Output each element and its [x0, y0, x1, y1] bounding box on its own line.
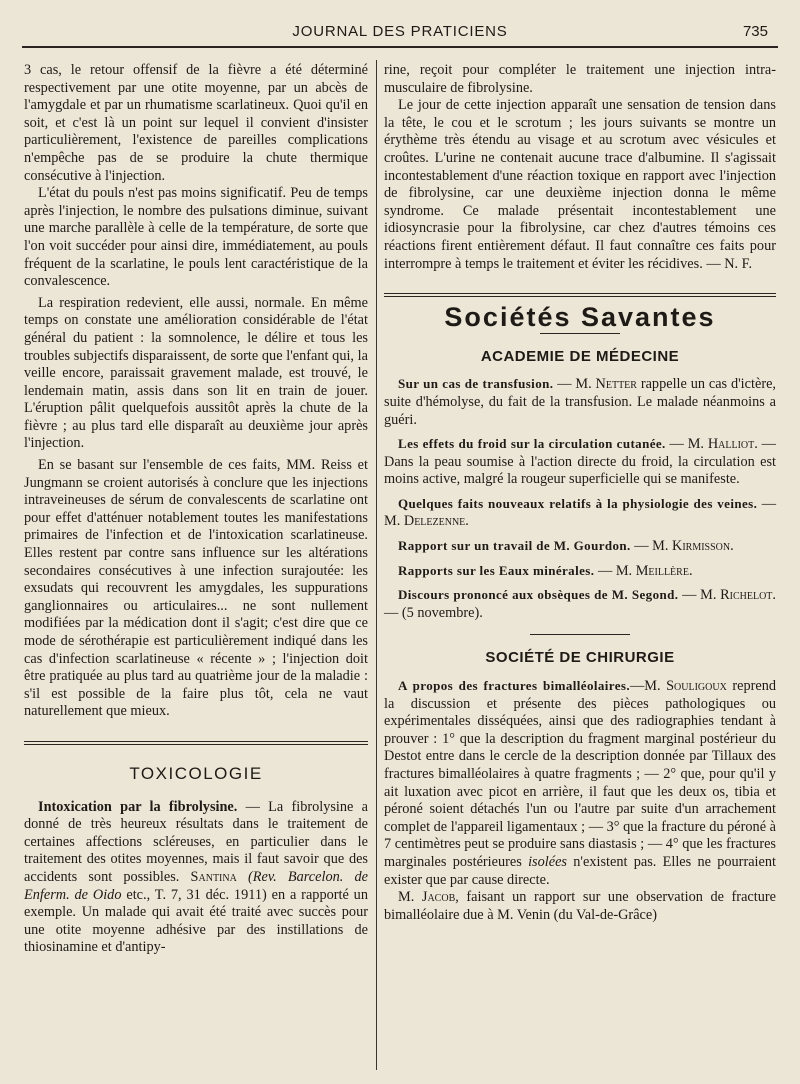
entry-date: . — (5 novembre).	[384, 587, 776, 621]
article-text: — La fibrolysine a donné de très heureux résultats dans le traitement de certaines affections scléreuses, en particulier dans le traitement des otites moyennes, mais il faut savoir que des accidents sont possibles.	[24, 798, 368, 885]
section-title-toxicologie: TOXICOLOGIE	[129, 763, 263, 783]
article-title: Intoxication par la fibrolysine.	[38, 798, 238, 815]
entry-text: rappelle un cas d'ictère, suite d'hémolyse, du fait de la transfusion. Le malade néanmoins a guéri.	[384, 376, 776, 428]
author-name: Richelot	[720, 587, 773, 604]
entry-text: n'existent pas. Elles ne pourraient exister que par cause directe.	[384, 853, 776, 888]
entry-text: . — Dans la peau soumise à l'action directe du froid, la circulation est moins active, malgré la rougeur superficielle qui se manifeste.	[384, 436, 776, 488]
author-name: Meillère	[635, 562, 689, 579]
entry-dash: — M.	[553, 376, 596, 393]
entry-italic: isolées	[528, 853, 567, 870]
entry-title: Les effets du froid sur la circulation cutanée.	[398, 436, 666, 452]
academie-entry	[384, 586, 776, 622]
chirurgie-entry	[384, 889, 776, 924]
page-header	[22, 18, 778, 48]
entry-title: Quelques faits nouveaux relatifs à la physiologie des veines.	[398, 495, 758, 511]
paragraph: Le jour de cette injection apparaît une sensation de tension dans la tête, le cou et le scrotum ; les jours suivants se montre un érythème très étendu au visage et au scrotum avec vésicules et croûtes. L'urine ne contenait aucune trace d'albumine. Il s'agissait incontestablement d'une réaction toxique en rapport avec l'injection de fibrolysine, car une deuxième injection donna le même syndrome. Ce malade présentait incontestablement une idiosyncrasie pour la fibrolysine, car chez d'autres témoins ces réactions firent entièrement défaut. Il faut connaître ces faits pour interrompre à temps le traitement et éviter les récidives. — N. F.	[384, 97, 776, 272]
heading-academie: ACADEMIE DE MÉDECINE	[480, 347, 680, 365]
paragraph: La respiration redevient, elle aussi, normale. En même temps on constate une amélioration considérable de l'état général du patient : la somnolence, le délire et tous les troubles subjectifs disparaissent, de sorte que l'enfant qui, la veille encore, paraissait gravement malade, est trouvé, le lendemain matin, assis dans son lit en train de jouer. L'éruption pâlit quelquefois aussitôt après la chute de la fièvre ; au plus tard elle disparaît au deuxième jour après l'injection.	[24, 294, 368, 452]
section-rule	[24, 741, 368, 745]
citation: (Rev. Barcelon. de Enferm. de Oido	[24, 868, 369, 903]
author-name: Kirmisson	[672, 538, 731, 555]
author-name: Delezenne	[403, 513, 466, 530]
page-number: 735	[742, 23, 768, 40]
toxicology-article	[24, 799, 368, 957]
entry-end: .	[688, 562, 693, 579]
left-column	[24, 62, 368, 957]
academie-entry	[384, 375, 776, 429]
paragraph: 3 cas, le retour offensif de la fièvre a été déterminé respectivement par une otite moyenne, par un abcès de l'amygdale et par un rhumatisme scarlatineux. Quoi qu'il en soit, et c'est là un point sur lequel il convient d'insister particulièrement, l'existence de pareilles complications n'empêche pas de se produire la chute thermique consécutive à l'injection.	[24, 62, 368, 184]
paragraph: L'état du pouls n'est pas moins significatif. Peu de temps après l'injection, le nombre des pulsations diminue, suivant une marche parallèle à celle de la température, de sorte que l'on voit succéder pour ainsi dire, immédiatement, au pouls fréquent de la scarlatine, le pouls lent caractéristique de la convalescence.	[24, 185, 368, 290]
paragraph: En se basant sur l'ensemble de ces faits, MM. Reiss et Jungmann se croient autorisés à conclure que les injections intraveineuses de sérum de convalescents de scarlatine ont pour effet d'atténuer notablement toutes les manifestations primaires de l'infection et de l'intoxication scarlatineuse. Elles restent par contre sans influence sur les altérations secondaires consécutives à une infection surajoutée: les exsudats qui recouvrent les amygdales, les suppurations ganglionnaires ou articulaires... ne sont nullement modifiées par la médication dont il s'agit; c'est dire que ce mode de sérothérapie est particulièrement indiqué dans les cas d'infection scarlatineuse « récente » ; l'injection doit être pratiquée au plus tard au quatrième jour de la maladie : s'il est possible de la faire plus tôt, cela ne vaut naturellement que mieux.	[24, 457, 368, 720]
entry-dash: — M.	[665, 436, 708, 453]
section-rule	[384, 293, 776, 297]
entry-title: A propos des fractures bimalléolaires.	[398, 678, 630, 694]
entry-dash: — M.	[384, 495, 777, 530]
entry-title: Rapport sur un travail de M. Gourdon.	[398, 538, 631, 554]
entry-dash: — M.	[630, 538, 673, 555]
author-name: Souligoux	[666, 678, 727, 695]
author-name: Santina	[190, 868, 237, 885]
entry-end: .	[730, 538, 734, 555]
entry-dash: —M.	[630, 678, 667, 695]
right-column	[384, 62, 776, 924]
entry-title: Discours prononcé aux obsèques de M. Segond.	[398, 587, 679, 603]
chirurgie-entry	[384, 677, 776, 889]
entry-text: , faisant un rapport sur une observation de fracture bimalléolaire due à M. Venin (du Val-de-Grâce)	[384, 889, 776, 923]
author-name: Netter	[595, 376, 637, 393]
heading-separator	[530, 634, 630, 635]
entry-text: reprend la discussion et présente des pièces pathologiques ou expérimentales disséquées, ainsi que des radiographies tendant à prouver : 1° que la description du fragment marginal postérieur du Destot entre dans le cercle de la description donnée par Tillaux des fractures bimalléolaires à quatre fragments ; — 2° que, pour qu'il y ait luxation avec picot en arrière, il faut que les deux os, tibia et péroné soient détachés l'un ou l'autre par suite d'un arrachement complet de l'appareil ligamentaux ; — 3° que la fracture du péroné à 7 centimètres peut se produire sans diastasis ; — 4° que les fractures marginales postérieures	[384, 678, 776, 870]
academie-entry	[384, 495, 776, 531]
article-text: etc., T. 7, 31 déc. 1911) en a rapporté un exemple. Un malade qui avait été traité avec succès pour une otite moyenne adhésive par des instillations de thiosinamine et d'antipy-	[24, 886, 368, 956]
running-title: JOURNAL DES PRATICIENS	[292, 23, 508, 40]
column-divider	[376, 60, 377, 1070]
title-underline	[540, 333, 620, 334]
author-name: Jacob	[421, 889, 456, 906]
academie-entry	[384, 562, 776, 581]
entry-end: .	[465, 513, 469, 530]
academie-entry	[384, 537, 776, 556]
entry-title: Rapports sur les Eaux minérales.	[398, 562, 595, 578]
author-name: Halliot	[707, 436, 755, 453]
academie-entry	[384, 435, 776, 489]
heading-chirurgie: SOCIÉTÉ DE CHIRURGIE	[485, 649, 675, 667]
header-rule	[22, 46, 778, 48]
entry-dash: — M.	[594, 562, 636, 579]
entry-title: Sur un cas de transfusion.	[398, 376, 554, 392]
entry-lead: M.	[398, 889, 422, 906]
paragraph: rine, reçoit pour compléter le traitement une injection intra-musculaire de fibrolysine.	[384, 62, 776, 96]
section-title-societes: Sociétés Savantes	[444, 302, 716, 333]
entry-dash: — M.	[678, 587, 721, 604]
